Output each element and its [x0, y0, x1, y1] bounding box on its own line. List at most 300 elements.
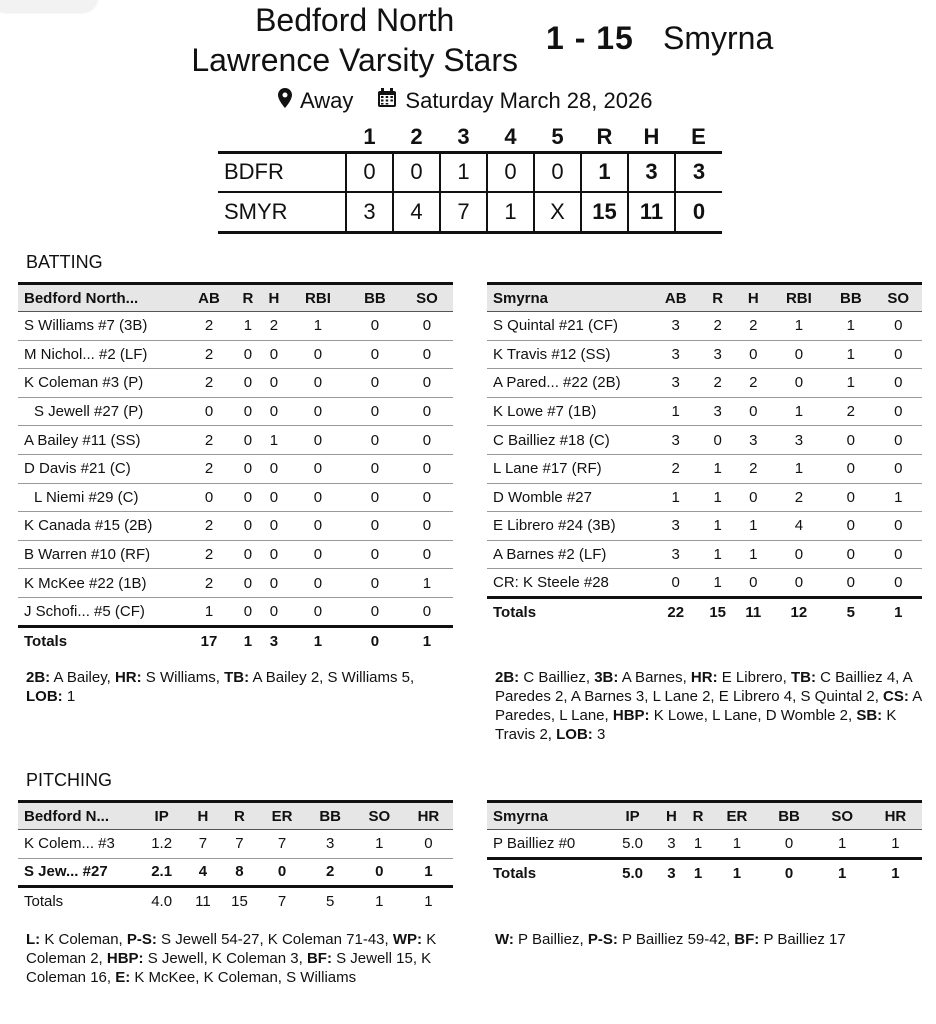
- player-name: Totals: [24, 893, 64, 911]
- stat-cell: 1: [736, 512, 771, 541]
- stat-note-value: S Williams,: [141, 669, 225, 686]
- stat-cell: 0: [652, 569, 699, 598]
- stat-cell: 1: [401, 626, 453, 655]
- stat-note-key: LOB:: [556, 726, 593, 743]
- stat-note-value: S Jewell, K Coleman 3,: [143, 950, 307, 967]
- home-pitching-notes: [26, 930, 456, 987]
- stat-cell: 5: [827, 597, 874, 626]
- stat-cell: 1: [287, 626, 349, 655]
- stat-cell: 0: [287, 369, 349, 398]
- batter-row[interactable]: [18, 397, 453, 426]
- player-name: L Lane #17 (RF): [487, 454, 652, 483]
- stat-cell: 0: [875, 454, 922, 483]
- stat-cell: 0: [875, 540, 922, 569]
- stat-cell: 17: [183, 626, 235, 655]
- pitcher-row[interactable]: [18, 887, 453, 916]
- team-column-header: Bedford North...: [18, 284, 183, 312]
- player-name: K Coleman #3 (P): [18, 369, 183, 398]
- player-name: D Davis #21 (C): [18, 454, 183, 483]
- stat-cell: 0: [355, 858, 404, 887]
- stat-cell: 0: [349, 454, 401, 483]
- player-name: E Librero #24 (3B): [487, 512, 652, 541]
- stat-cell: 15: [699, 597, 736, 626]
- stat-cell: 0: [349, 626, 401, 655]
- stat-cell: 7: [185, 830, 220, 859]
- stat-cell: 0: [235, 454, 261, 483]
- stat-cell: 1: [401, 569, 453, 598]
- totals-row: [18, 626, 453, 655]
- stat-cell: 0: [401, 426, 453, 455]
- stat-cell: 1: [711, 830, 762, 859]
- stat-cell: 3: [652, 369, 699, 398]
- batter-row[interactable]: [18, 569, 453, 598]
- stat-cell: 0: [827, 569, 874, 598]
- home-batting-notes: [26, 668, 426, 706]
- stat-cell: 0: [235, 597, 261, 626]
- hits-header: H: [643, 124, 660, 150]
- totals-label: Totals: [487, 858, 607, 887]
- stat-cell: 3: [261, 626, 287, 655]
- stat-cell: 11: [195, 893, 211, 911]
- stat-cell: 1: [869, 858, 922, 887]
- inning-header: 1: [363, 124, 376, 150]
- stat-cell: 2: [261, 312, 287, 341]
- stat-cell: 0: [771, 569, 828, 598]
- stat-cell: 0: [235, 483, 261, 512]
- inning-header: 5: [551, 124, 564, 150]
- player-name: S Jewell #27 (P): [18, 397, 183, 426]
- stat-cell: 0: [401, 369, 453, 398]
- stat-cell: 0: [404, 830, 453, 859]
- stat-cell: 0: [401, 512, 453, 541]
- stat-note-value: K McKee, K Coleman, S Williams: [130, 969, 357, 986]
- stat-cell: 0: [261, 597, 287, 626]
- player-name: S Jew... #27: [18, 858, 138, 887]
- away-team-name: Smyrna: [663, 20, 774, 56]
- game-meta: [278, 86, 652, 116]
- stat-cell: 0: [771, 369, 828, 398]
- stat-note-value: A Barnes,: [618, 669, 691, 686]
- stat-cell: 1: [375, 893, 384, 911]
- stat-cell: 0: [235, 397, 261, 426]
- stat-cell: 0: [349, 426, 401, 455]
- player-name: K Travis #12 (SS): [487, 340, 652, 369]
- inning-header: 4: [504, 124, 517, 150]
- stat-cell: 1: [827, 312, 874, 341]
- stat-cell: 7: [277, 893, 287, 911]
- batter-row[interactable]: [18, 312, 453, 341]
- stat-cell: 0: [736, 397, 771, 426]
- stat-cell: 0: [349, 312, 401, 341]
- stat-note-key: TB:: [224, 669, 250, 686]
- stat-note-value: K Travis 2,: [495, 707, 901, 743]
- player-name: L Niemi #29 (C): [18, 483, 183, 512]
- stat-cell: 1: [652, 483, 699, 512]
- stat-cell: 1: [827, 369, 874, 398]
- totals-row: [487, 597, 922, 626]
- stat-cell: 0: [736, 483, 771, 512]
- stat-cell: 1: [711, 858, 762, 887]
- stat-cell: 0: [287, 426, 349, 455]
- stat-note-key: HBP:: [106, 950, 144, 967]
- batter-row[interactable]: [18, 340, 453, 369]
- stat-note-key: SB:: [856, 707, 883, 724]
- batter-row[interactable]: [18, 426, 453, 455]
- stat-cell: 4: [771, 512, 828, 541]
- stat-cell: 0: [401, 312, 453, 341]
- stat-cell: 0: [261, 454, 287, 483]
- stat-cell: 1: [869, 830, 922, 859]
- stat-cell: 0: [349, 512, 401, 541]
- stat-cell: 2: [699, 312, 736, 341]
- stat-cell: 3: [652, 340, 699, 369]
- location-pin-icon: [278, 88, 292, 114]
- stat-cell: 0: [261, 483, 287, 512]
- batter-row[interactable]: [487, 454, 922, 483]
- stat-cell: 2: [652, 454, 699, 483]
- stat-note-key: BF:: [734, 931, 760, 948]
- stat-cell: 1: [875, 483, 922, 512]
- stat-cell: 11: [736, 597, 771, 626]
- stat-cell: 0: [287, 340, 349, 369]
- batter-row[interactable]: [487, 340, 922, 369]
- stat-cell: 0: [287, 540, 349, 569]
- stat-cell: 0: [827, 512, 874, 541]
- player-name: S Quintal #21 (CF): [487, 312, 652, 341]
- stat-note-key: P-S:: [126, 931, 157, 948]
- stat-cell: 0: [875, 426, 922, 455]
- stat-cell: 0: [875, 369, 922, 398]
- stat-cell: 2: [183, 512, 235, 541]
- stat-cell: 0: [827, 426, 874, 455]
- away-batting-table: Smyrna AB R H RBI BB SO S Quintal #21 (CF) 3 2 2 1 1 0 K Travis #12 (SS) 3 3 0 0 1 0 A Pared... #22 (2B) 3 2 2 0 1 0 K Lowe #7 (1B) 1 3 0 1 2 0 C Bailliez #18 (C) 3 0 3 3 0 0 L Lane #17 (RF) 2 1 2 1 0 0 D Womble #27 1 1 0 2 0 1 E Librero #24 (3B) 3 1 1 4 0 0 A Barnes #2 (LF) 3 1 1 0 0 0 CR: K Steele #28 0 1 0 0 0 0 Totals 22 15 11 12 5 1: [487, 282, 922, 626]
- stat-cell: 1: [875, 597, 922, 626]
- stat-cell: 0: [875, 397, 922, 426]
- stat-cell: 2: [771, 483, 828, 512]
- stat-cell: 0: [736, 340, 771, 369]
- stat-cell: 1: [287, 312, 349, 341]
- stat-cell: 1: [685, 830, 712, 859]
- batter-row[interactable]: [487, 540, 922, 569]
- totals-label: Totals: [18, 626, 183, 655]
- stat-cell: 1: [699, 540, 736, 569]
- stat-cell: 1: [736, 540, 771, 569]
- stat-note-key: P-S:: [587, 931, 618, 948]
- pitcher-row[interactable]: [487, 830, 922, 859]
- player-name: K Colem... #3: [18, 830, 138, 859]
- game-header: [0, 0, 936, 90]
- stat-cell: 0: [235, 340, 261, 369]
- stat-cell: 2: [699, 369, 736, 398]
- stat-cell: 0: [827, 540, 874, 569]
- stat-cell: 0: [287, 397, 349, 426]
- batter-row[interactable]: [18, 454, 453, 483]
- team-column-header: Smyrna: [487, 802, 607, 830]
- stat-cell: 1: [699, 454, 736, 483]
- stat-cell: 1.2: [138, 830, 185, 859]
- stat-cell: 3: [736, 426, 771, 455]
- batter-row[interactable]: [18, 597, 453, 626]
- stat-cell: 0: [401, 483, 453, 512]
- pitching-section-title: PITCHING: [26, 770, 113, 790]
- stat-note-key: HR:: [690, 669, 718, 686]
- player-name: C Bailliez #18 (C): [487, 426, 652, 455]
- stat-cell: 3: [652, 512, 699, 541]
- stat-cell: 1: [771, 454, 828, 483]
- pitcher-row[interactable]: [18, 858, 453, 887]
- stat-cell: 0: [401, 454, 453, 483]
- stat-cell: 2: [183, 569, 235, 598]
- stat-cell: 3: [658, 858, 685, 887]
- stat-cell: 7: [258, 830, 305, 859]
- stat-note-key: CS:: [883, 688, 909, 705]
- stat-note-key: 3B:: [594, 669, 619, 686]
- player-name: A Barnes #2 (LF): [487, 540, 652, 569]
- batter-row[interactable]: [18, 369, 453, 398]
- away-pitching-table: Smyrna IP H R ER BB SO HR P Bailliez #0 5.0 3 1 1 0 1 1 Totals 5.0 3 1 1 0 1 1: [487, 800, 922, 887]
- stat-cell: 3: [652, 426, 699, 455]
- runs-header: R: [596, 124, 613, 150]
- stat-note-value: C Bailliez,: [519, 669, 595, 686]
- stat-cell: 0: [349, 340, 401, 369]
- stat-cell: 0: [827, 454, 874, 483]
- stat-note-key: TB:: [790, 669, 816, 686]
- stat-cell: 0: [287, 569, 349, 598]
- stat-cell: 0: [183, 397, 235, 426]
- stat-cell: 3: [771, 426, 828, 455]
- stat-cell: 0: [287, 512, 349, 541]
- stat-cell: 4.0: [151, 893, 173, 911]
- stat-cell: 0: [235, 369, 261, 398]
- stat-cell: 0: [762, 858, 815, 887]
- team-column-header: Bedford N...: [18, 802, 138, 830]
- stat-note-value: P Bailliez,: [513, 931, 588, 948]
- team-column-header: Smyrna: [487, 284, 652, 312]
- stat-cell: 0: [827, 483, 874, 512]
- stat-cell: 3: [306, 830, 355, 859]
- stat-note-value: 3: [592, 726, 606, 743]
- stat-note-key: LOB:: [26, 688, 63, 705]
- stat-cell: 0: [875, 512, 922, 541]
- stat-cell: 1: [261, 426, 287, 455]
- stat-note-key: 2B:: [26, 669, 51, 686]
- totals-label: Totals: [487, 597, 652, 626]
- stat-cell: 2: [736, 312, 771, 341]
- stat-cell: 0: [287, 483, 349, 512]
- player-name: D Womble #27: [487, 483, 652, 512]
- player-name: K Canada #15 (2B): [18, 512, 183, 541]
- game-date: Saturday March 28, 2026: [405, 88, 653, 113]
- stat-note-key: HBP:: [612, 707, 650, 724]
- inning-header: 2: [410, 124, 423, 150]
- player-name: P Bailliez #0: [487, 830, 607, 859]
- stat-cell: 0: [287, 454, 349, 483]
- player-name: J Schofi... #5 (CF): [18, 597, 183, 626]
- stat-note-key: E:: [115, 969, 131, 986]
- stat-cell: 1: [183, 597, 235, 626]
- stat-cell: 2: [183, 340, 235, 369]
- stat-cell: 0: [699, 426, 736, 455]
- stat-cell: 0: [261, 340, 287, 369]
- stat-note-value: 1: [62, 688, 76, 705]
- home-pitching-table: Bedford N... IP H R ER BB SO HR K Colem... #3 1.2 7 7 7 3 1 0 S Jew... #27 2.1 4 8 0 2 0 1 Totals 4.0 11 15 7 5 1 1: [18, 800, 453, 915]
- stat-note-value: E Librero,: [717, 669, 791, 686]
- stat-note-key: HR:: [114, 669, 142, 686]
- player-name: CR: K Steele #28: [487, 569, 652, 598]
- stat-cell: 1: [699, 512, 736, 541]
- stat-cell: 0: [235, 512, 261, 541]
- stat-cell: 12: [771, 597, 828, 626]
- stat-cell: 3: [652, 540, 699, 569]
- batter-row[interactable]: [487, 312, 922, 341]
- stat-cell: 2: [183, 454, 235, 483]
- stat-cell: 0: [258, 858, 305, 887]
- batter-row[interactable]: [487, 512, 922, 541]
- stat-cell: 0: [401, 397, 453, 426]
- stat-cell: 0: [349, 569, 401, 598]
- stat-cell: 1: [699, 483, 736, 512]
- stat-cell: 3: [699, 397, 736, 426]
- stat-cell: 8: [221, 858, 259, 887]
- errors-header: E: [691, 124, 706, 150]
- stat-cell: 0: [401, 597, 453, 626]
- inning-header: 3: [457, 124, 470, 150]
- pitcher-row[interactable]: [18, 830, 453, 859]
- stat-note-value: S Jewell 15, K Coleman 16,: [26, 950, 436, 986]
- stat-note-key: 2B:: [495, 669, 520, 686]
- stat-cell: 0: [349, 483, 401, 512]
- home-batting-table: Bedford North... AB R H RBI BB SO S Williams #7 (3B) 2 1 2 1 0 0 M Nichol... #2 (LF) 2 0 0 0 0 0 K Coleman #3 (P) 2 0 0 0 0 0 S Jewell #27 (P) 0 0 0 0 0 0 A Bailey #11 (SS) 2 0 1 0 0 0 D Davis #21 (C) 2 0 0 0 0 0 L Niemi #29 (C) 0 0 0 0 0 0 K Canada #15 (2B) 2 0 0 0 0 0 B Warren #10 (RF) 2 0 0 0 0 0 K McKee #22 (1B) 2 0 0 0 0 1 J Schofi... #5 (CF) 1 0 0 0 0 0 Totals 17 1 3 1 0 1: [18, 282, 453, 655]
- stat-cell: 1: [816, 830, 869, 859]
- stat-cell: 2: [306, 858, 355, 887]
- stat-note-value: C Bailliez 4, A Paredes 2, A Barnes 3, L Lane 2, E Librero 4, S Quintal 2,: [495, 669, 917, 705]
- stat-cell: 2: [183, 369, 235, 398]
- team-abbr: BDFR: [218, 152, 346, 192]
- stat-cell: 0: [235, 569, 261, 598]
- stat-note-key: W:: [495, 931, 514, 948]
- stat-cell: 1: [685, 858, 712, 887]
- player-name: A Bailey #11 (SS): [18, 426, 183, 455]
- stat-cell: 1: [355, 830, 404, 859]
- player-name: A Pared... #22 (2B): [487, 369, 652, 398]
- stat-note-value: K Coleman 2,: [26, 931, 441, 967]
- calendar-icon: [377, 88, 397, 114]
- player-name: M Nichol... #2 (LF): [18, 340, 183, 369]
- stat-cell: 0: [261, 512, 287, 541]
- batting-section-title: BATTING: [26, 252, 103, 272]
- batter-row[interactable]: [487, 397, 922, 426]
- stat-cell: 2: [183, 312, 235, 341]
- batter-row[interactable]: [487, 369, 922, 398]
- game-location: Away: [300, 88, 354, 113]
- stat-cell: 0: [875, 340, 922, 369]
- stat-cell: 2.1: [138, 858, 185, 887]
- stat-cell: 0: [349, 540, 401, 569]
- batter-row[interactable]: [18, 512, 453, 541]
- stat-cell: 0: [875, 569, 922, 598]
- stat-note-key: BF:: [306, 950, 332, 967]
- line-score-row: SMYR 3 4 7 1 X 15 11 0: [218, 192, 722, 232]
- stat-cell: 1: [771, 312, 828, 341]
- team-abbr: SMYR: [218, 192, 346, 232]
- stat-cell: 0: [401, 540, 453, 569]
- stat-cell: 0: [875, 312, 922, 341]
- stat-cell: 1: [816, 858, 869, 887]
- stat-cell: 0: [762, 830, 815, 859]
- stat-cell: 1: [699, 569, 736, 598]
- batter-row[interactable]: [18, 540, 453, 569]
- stat-cell: 1: [652, 397, 699, 426]
- stat-cell: 1: [827, 340, 874, 369]
- stat-note-value: A Bailey 2, S Williams 5,: [249, 669, 419, 686]
- stat-note-value: P Bailliez 59-42,: [617, 931, 735, 948]
- stat-cell: 0: [235, 540, 261, 569]
- stat-cell: 0: [401, 340, 453, 369]
- away-pitching-notes: [495, 930, 925, 949]
- stat-cell: 0: [349, 369, 401, 398]
- stat-cell: 2: [736, 369, 771, 398]
- stat-note-value: P Bailliez 17: [759, 931, 846, 948]
- stat-cell: 5: [325, 893, 335, 911]
- stat-cell: 1: [424, 893, 433, 911]
- player-name: K McKee #22 (1B): [18, 569, 183, 598]
- stat-cell: 1: [771, 397, 828, 426]
- stat-cell: 0: [261, 569, 287, 598]
- batter-row[interactable]: [487, 569, 922, 598]
- line-score: [218, 124, 722, 234]
- stat-cell: 0: [771, 540, 828, 569]
- stat-cell: 22: [652, 597, 699, 626]
- stat-note-key: WP:: [392, 931, 423, 948]
- stat-cell: 1: [235, 312, 261, 341]
- stat-cell: 2: [827, 397, 874, 426]
- batter-row[interactable]: [18, 483, 453, 512]
- stat-note-value: A Paredes, L Lane,: [495, 688, 926, 724]
- stat-cell: 5.0: [607, 830, 658, 859]
- stat-cell: 15: [231, 893, 248, 911]
- batter-row[interactable]: [487, 426, 922, 455]
- totals-row: [487, 858, 922, 887]
- stat-cell: 0: [261, 540, 287, 569]
- stat-cell: 4: [185, 858, 220, 887]
- stat-note-value: S Jewell 54-27, K Coleman 71-43,: [156, 931, 393, 948]
- away-batting-notes: [495, 668, 925, 744]
- stat-cell: 0: [183, 483, 235, 512]
- stat-cell: 0: [771, 340, 828, 369]
- final-score: 1 - 15: [546, 20, 634, 56]
- stat-cell: 1: [404, 858, 453, 887]
- stat-cell: 5.0: [607, 858, 658, 887]
- stat-note-value: A Bailey,: [50, 669, 115, 686]
- stat-cell: 0: [261, 369, 287, 398]
- stat-cell: 2: [183, 540, 235, 569]
- stat-cell: 0: [349, 397, 401, 426]
- stat-cell: 0: [235, 426, 261, 455]
- player-name: K Lowe #7 (1B): [487, 397, 652, 426]
- stat-note-value: K Coleman,: [40, 931, 127, 948]
- batter-row[interactable]: [487, 483, 922, 512]
- stat-cell: 2: [736, 454, 771, 483]
- stat-cell: 0: [287, 597, 349, 626]
- stat-cell: 3: [658, 830, 685, 859]
- stat-note-key: L:: [26, 931, 41, 948]
- player-name: B Warren #10 (RF): [18, 540, 183, 569]
- stat-cell: 3: [699, 340, 736, 369]
- stat-cell: 0: [736, 569, 771, 598]
- stat-cell: 7: [221, 830, 259, 859]
- stat-cell: 0: [261, 397, 287, 426]
- stat-cell: 3: [652, 312, 699, 341]
